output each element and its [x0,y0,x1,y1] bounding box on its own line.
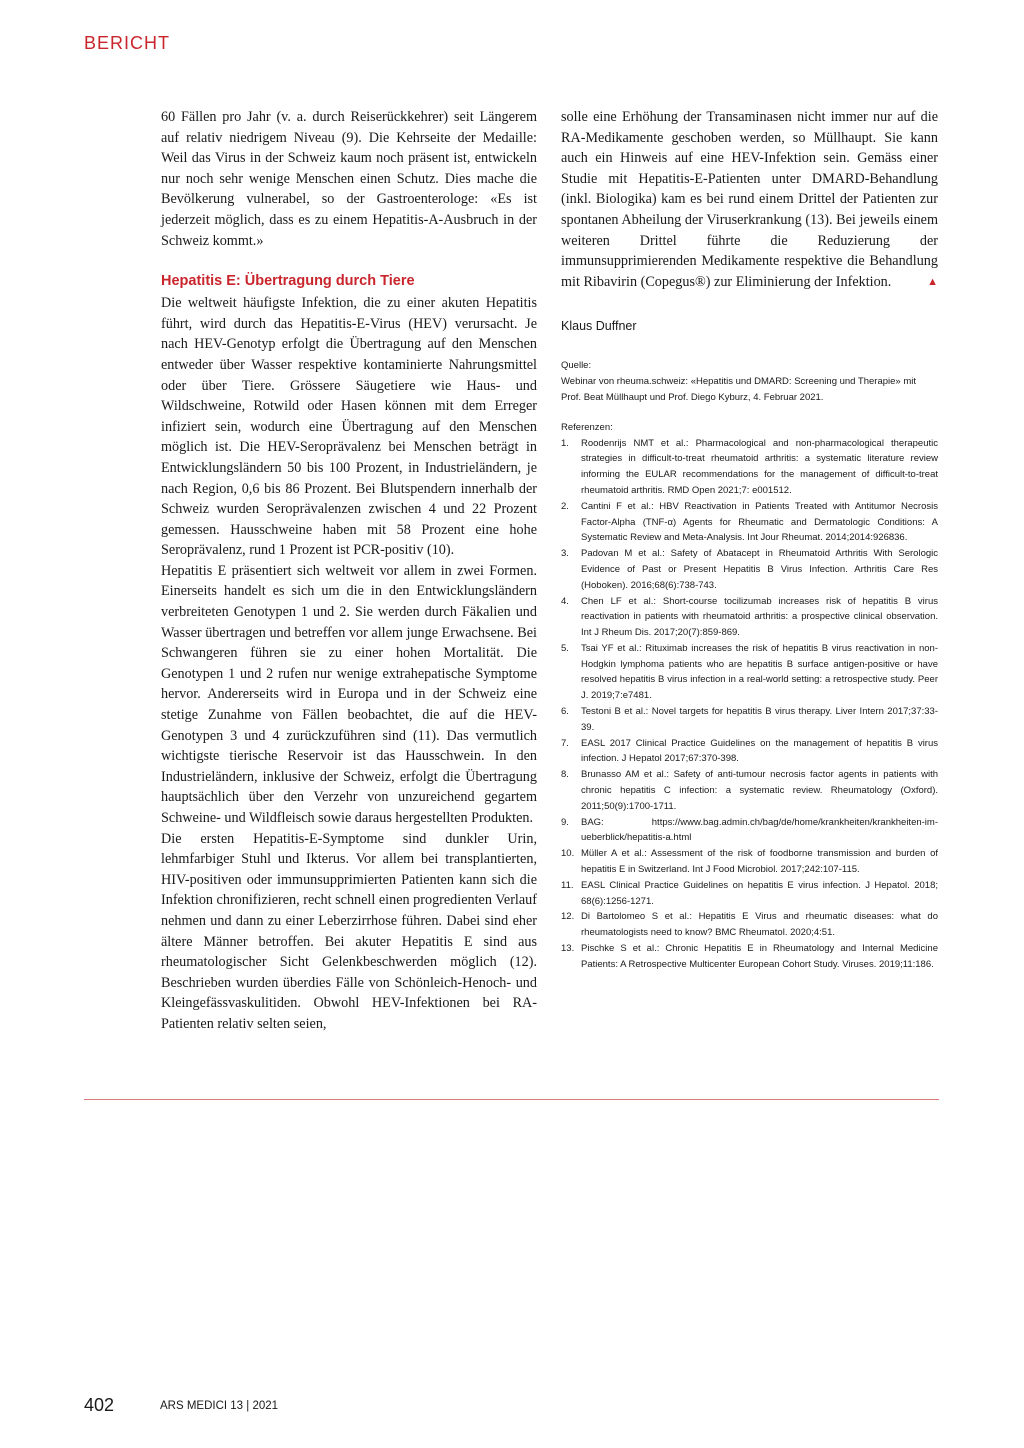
body-paragraph: Die weltweit häufigste Infektion, die zu einer akuten Hepatitis führt, wird durch das Hepatitis-E-Virus (HEV) verursacht. Je nach HEV-Genotyp erfolgt die Übertragung auf den Menschen entweder über Wasser respektive kontaminierte Nahrungsmittel oder über Tiere. Grössere Säugetiere wie Haus- und Wildschweine, Rotwild oder Hasen können mit dem Erreger infiziert sein, wodurch eine Übertragung auf den Menschen möglich ist. Die HEV-Seroprävalenz bei Menschen beträgt in Entwicklungsländern 50 bis 100 Prozent, in Industrieländern, je nach Region, 0,6 bis 86 Prozent. Bei Blutspendern innerhalb der Schweiz wurden Seroprävalenzen zwischen 4 und 22 Prozent gemessen. Hausschweine haben mit 58 Prozent eine hohe Seroprävalenz, rund 1 Prozent ist PCR-positiv (10). [161,295,537,559]
reference-text: EASL Clinical Practice Guidelines on hepatitis E virus infection. J Hepatol. 2018; 68(6):1256-1271. [581,879,938,907]
divider-line [84,1099,939,1100]
journal-issue: ARS MEDICI 13 | 2021 [160,1400,279,1412]
reference-text: Di Bartolomeo S et al.: Hepatitis E Virus and rheumatic diseases: what do rheumatologists need to know? BMC Rheumatol. 2020;4:51. [581,911,938,939]
reference-text: Tsai YF et al.: Rituximab increases the risk of hepatitis B virus reactivation in non-Hodgkin lymphoma patients who are hepatitis B surface antigen-positive or have resolved hepatitis B virus infection in a real-world setting: a retrospective study. Peer J. 2019;7:e7481. [581,642,938,702]
reference-item [561,941,938,973]
reference-text: Chen LF et al.: Short-course tocilizumab increases risk of hepatitis B virus reactivation in patients with rheumatoid arthritis: a prospective clinical observation. Int J Rheum Dis. 2017;20(7):859-869. [581,595,938,639]
source-block [561,358,938,405]
body-paragraph: 60 Fällen pro Jahr (v. a. durch Reiserückkehrer) seit Längerem auf relativ niedrigem Niveau (9). Die Kehrseite der Medaille: Weil das Virus in der Schweiz kaum noch präsent ist, entwickeln nur noch sehr wenige Menschen einen Schutz. Dies mache die Bevölkerung vulnerabel, so der Gastroenterologe: «Es ist jederzeit möglich, dass es zu einem Hepatitis-A-Ausbruch in der Schweiz kommt.» [161,109,537,249]
end-triangle-icon: ▲ [927,275,938,288]
author-name: Klaus Duffner [561,319,637,334]
reference-item [561,767,938,814]
reference-item [561,815,938,847]
reference-text: Testoni B et al.: Novel targets for hepatitis B virus therapy. Liver Intern 2017;37:33-39. [581,706,938,733]
reference-number: 12. [561,911,575,923]
reference-number: 11. [561,879,574,891]
reference-number: 5. [561,642,569,654]
section-label: BERICHT [84,33,171,53]
reference-text: Müller A et al.: Assessment of the risk of foodborne transmission and burden of hepatitis E in Switzerland. Int J Food Microbiol. 2017;242:107-115. [581,848,938,876]
body-paragraph-text: solle eine Erhöhung der Transaminasen nicht immer nur auf die RA-Medikamente geschoben werden, so Müllhaupt. Sie kann auch ein Hinweis auf eine HEV-Infektion sein. Gemäss einer Studie mit Hepatitis-E-Patienten unter DMARD-Behandlung (inkl. Biologika) kam es bei rund einem Drittel der Patienten zur spontanen Abheilung der Viruserkrankung (13). Bei jeweils einem weiteren Drittel führte die Reduzierung der immunsupprimierenden Medikamente respektive die Behandlung mit Ribavirin (Copegus®) zur Eliminierung der Infektion. [561,109,938,290]
reference-text: Roodenrijs NMT et al.: Pharmacological and non-pharmacological therapeutic strategies in difficult-to-treat rheumatoid arthritis: a systematic literature review informing the EULAR recommendations for the management of difficult-to-treat rheumatoid arthritis. RMD Open 2021;7: e001512. [581,437,938,496]
reference-item [561,878,938,910]
reference-number: 1. [561,437,569,449]
body-paragraph: Die ersten Hepatitis-E-Symptome sind dunkler Urin, lehmfarbiger Stuhl und Ikterus. Vor allem bei transplantierten, HIV-positiven oder immunsupprimierten Patienten kann sich die Infektion chronifizieren, recht schnell einen progredienten Verlauf nehmen und dann zu einer Leberzirrhose führen. Dabei sind eher ältere Männer betroffen. Bei akuter Hepatitis E sind aus rheumatologischer Sicht Gelenkbeschwerden möglich (12). Beschrieben wurden überdies Fälle von Schönleich-Henoch- und Kleingefässvaskulitiden. Obwohl HEV-Infektionen bei RA-Patienten relativ selten seien, [161,830,537,1032]
right-column [561,107,938,973]
reference-text: Brunasso AM et al.: Safety of anti-tumour necrosis factor agents in patients with chronic hepatitis C infection: a systematic review. Rheumatology (Oxford). 2011;50(9):1700-1711. [581,769,938,812]
reference-text: EASL 2017 Clinical Practice Guidelines on the management of hepatitis B virus infection. J Hepatol 2017;67:370-398. [581,737,938,765]
reference-number: 8. [561,769,569,781]
reference-number: 7. [561,737,569,749]
reference-number: 6. [561,706,569,718]
reference-item [561,499,938,546]
left-column [161,107,537,1035]
body-paragraph: Hepatitis E präsentiert sich weltweit vor allem in zwei Formen. Einerseits handelt es sich um die in den Entwicklungsländern verbreiteten Genotypen 1 und 2. Sie werden durch Fäkalien und Wasser übertragen und betreffen vor allem junge Erwachsene. Bei Schwangeren führen sie zu einer hohen Mortalität. Die Genotypen 1 und 2 rufen nur wenige extrahepatische Symptome hervor. Andererseits wird in Europa und in der Schweiz eine stetige Zunahme von Fällen beobachtet, die auf die HEV-Genotypen 3 und 4 zurückzuführen sind (11). Das vermutlich wichtigste tierische Reservoir ist das Hausschwein. In den Industrieländern, inklusive der Schweiz, erfolgt die Übertragung hauptsächlich über den Verzehr von unzureichend gegartem Schweine- und Wildfleisch sowie daraus hergestellten Produkten. [161,562,537,826]
references-label: Referenzen: [561,421,613,433]
body-paragraph [561,107,938,292]
reference-item [561,846,938,878]
source-label: Quelle: [561,360,592,372]
reference-item [561,594,938,641]
reference-text: Padovan M et al.: Safety of Abatacept in Rheumatoid Arthritis With Serologic Evidence of Past or Present Hepatitis B Virus Infection. Arthritis Care Res (Hoboken). 2016;68(6):738-743. [581,548,938,591]
reference-number: 3. [561,548,569,560]
reference-number: 13. [561,943,575,955]
reference-number: 9. [561,816,569,828]
references-block [561,420,938,973]
reference-number: 2. [561,500,569,512]
reference-number: 10. [561,848,575,860]
reference-item [561,704,938,736]
reference-text: Cantini F et al.: HBV Reactivation in Patients Treated with Antitumor Necrosis Factor-Alpha (TNF-α) Agents for Rheumatic and Dermatologic Conditions: A Systematic Review and Meta-Analysis. Int Jour Rheumat. 2014;2014:926836. [581,500,938,544]
reference-item [561,909,938,941]
references-list [561,436,938,973]
reference-item [561,641,938,704]
reference-item [561,736,938,768]
reference-number: 4. [561,595,569,607]
subheading: Hepatitis E: Übertragung durch Tiere [161,273,415,290]
page-number: 402 [84,1395,115,1415]
source-text: Webinar von rheuma.schweiz: «Hepatitis und DMARD: Screening und Therapie» mit Prof. Beat Müllhaupt und Prof. Diego Kyburz, 4. Februar 2021. [561,376,917,403]
reference-text: Pischke S et al.: Chronic Hepatitis E in Rheumatology and Internal Medicine Patients: A Retrospective Multicenter European Cohort Study. Viruses. 2019;11:186. [581,943,938,970]
reference-item [561,436,938,499]
reference-item [561,546,938,593]
reference-text: BAG: https://www.bag.admin.ch/bag/de/home/krankheiten/krankheiten-im-ueberblick/hepatitis-a.html [581,816,938,844]
